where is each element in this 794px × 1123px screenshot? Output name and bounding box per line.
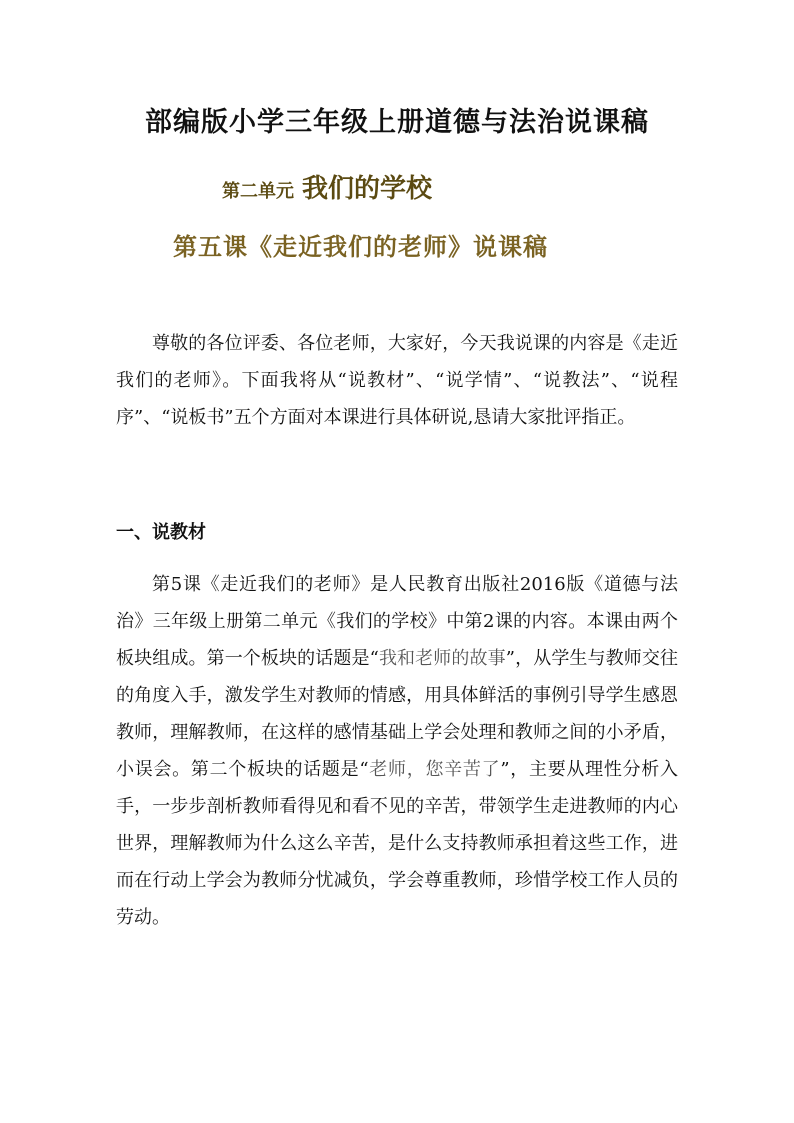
topic-one-text: 我和老师的故事 — [378, 648, 506, 669]
document-title: 部编版小学三年级上册道德与法治说课稿 — [145, 107, 649, 138]
paragraph-text: ”，主要从理性分析入手，一步步剖析教师看得见和看不见的辛苦，带领学生走进教师的内心世界，理解教师为什么这么辛苦，是什么支持教师承担着这些工作，进而在行动上学会为教师分忧减负，学会尊重教师，珍惜学校工作人员的劳动。 — [116, 759, 679, 928]
intro-paragraph: 尊敬的各位评委、各位老师，大家好，今天我说课的内容是《走近我们的老师》。下面我将从“说教材”、“说学情”、“说教法”、“说程序”、“说板书”五个方面对本课进行具体研说,恳请大家批评指正。 — [116, 333, 678, 428]
topic-two-text: 老师，您辛苦了 — [368, 759, 501, 780]
paragraph-text: 第5课《走近我们的老师》是人民教育出版社2016版《道德与法治》三年级上册第二单元《我们的学校》中第2课的内容。本课由两个板块组成。第一个板块的话题是“ — [116, 574, 678, 669]
section-heading-textbook: 一、说教材 — [116, 522, 206, 543]
unit-name: 我们的学校 — [302, 174, 433, 204]
lesson-title: 第五课《走近我们的老师》说课稿 — [173, 232, 548, 261]
section1-paragraph — [116, 566, 678, 936]
unit-heading — [222, 168, 432, 205]
paragraph-text: ”，从学生与教师交往的角度入手，激发学生对教师的情感，用具体鲜活的事例引导学生感恩教师，理解教师，在这样的感情基础上学会处理和教师之间的小矛盾，小误会。第二个板块的话题是“ — [116, 648, 679, 780]
unit-prefix: 第二单元 — [222, 181, 294, 202]
